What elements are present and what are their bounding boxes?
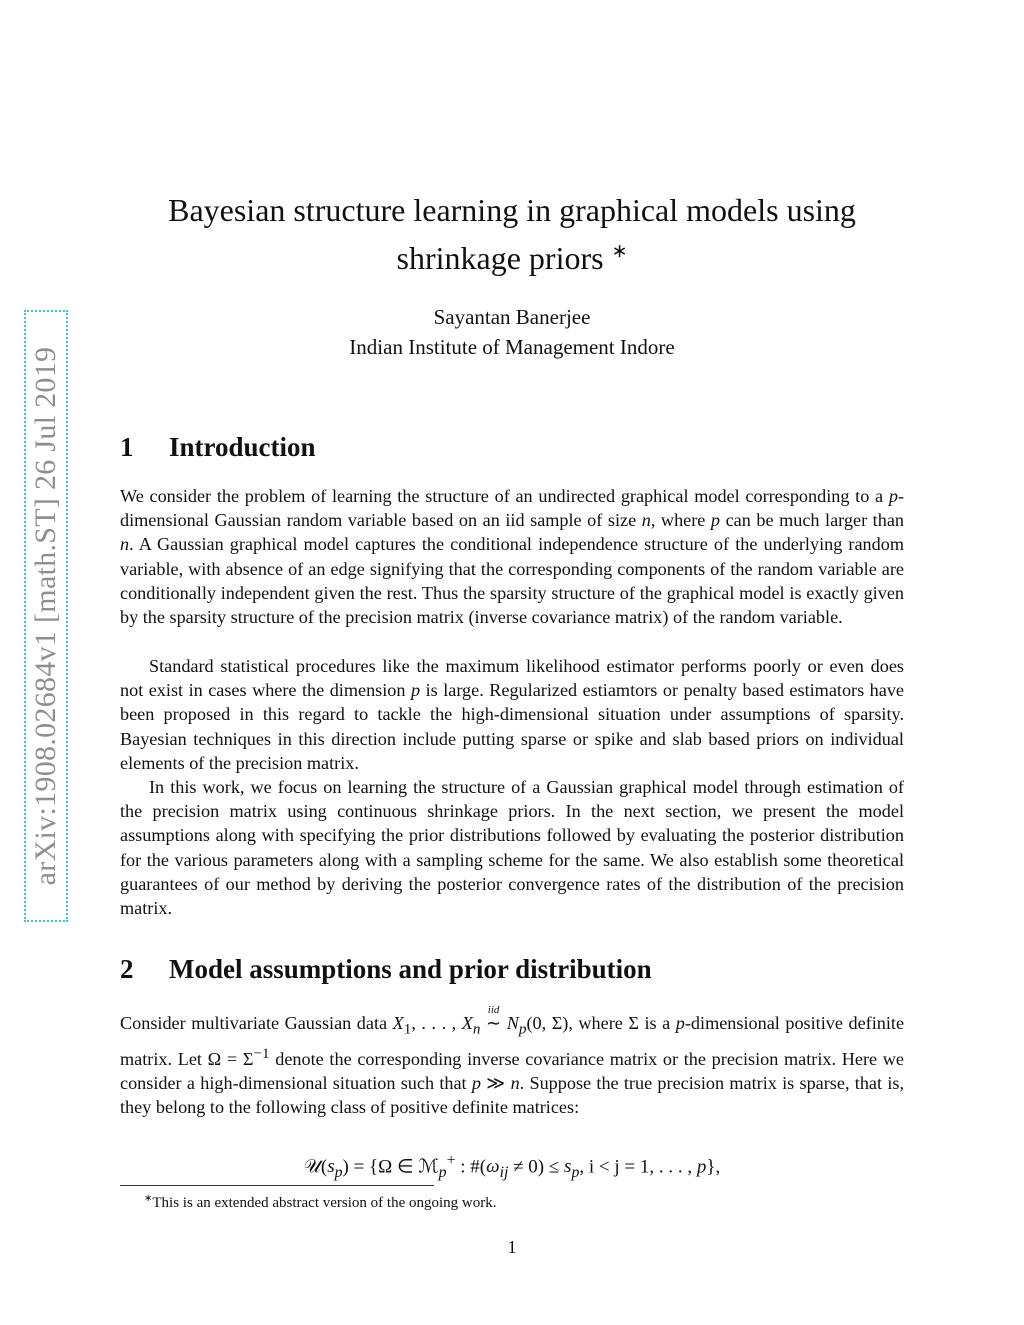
title-footnote-marker: ∗ <box>611 241 628 262</box>
author-name: Sayantan Banerjee <box>433 305 591 329</box>
paragraph: In this work, we focus on learning the structure of a Gaussian graphical model through estimation of the precision matrix using continuous shrinkage priors. In the next section, we present the model assumptions along with specifying the prior distributions followed by evaluating the posterior distribution for the various parameters along with a sampling scheme for the same. We also establish some theoretical guarantees of our method by deriving the posterior convergence rates of the distribution of the precision matrix. <box>120 777 904 919</box>
equation: $𝒰(s_p) = \{\Omega$ ∈ ℳ$_p$+ : $\#(\omega_{ij} \ne 0) \le s_p$, i < j = 1, . . . , p}, <box>303 1152 721 1182</box>
author-affiliation: Indian Institute of Management Indore <box>349 335 675 359</box>
section-title: Model assumptions and prior distribution <box>169 954 652 984</box>
section-title: Introduction <box>169 432 316 462</box>
paper-title <box>120 190 904 279</box>
paragraph: We consider the problem of learning the structure of an undirected graphical model corresponding to a p-dimensional Gaussian random variable based on an iid sample of size n, where p can be much larger than n. A Gaussian graphical model captures the conditional independence structure of the underlying random variable, with absence of an edge signifying that the corresponding components of the random variable are conditionally independent given the rest. Thus the sparsity structure of the graphical model is exactly given by the sparsity structure of the precision matrix (inverse covariance matrix) of the random variable. <box>120 486 904 628</box>
title-text: Bayesian structure learning in graphical models using shrinkage priors <box>168 192 856 276</box>
section-heading-model-assumptions <box>120 954 904 985</box>
footnote-text: This is an extended abstract version of the ongoing work. <box>152 1195 497 1211</box>
paragraph: Standard statistical procedures like the maximum likelihood estimator performs poorly or even does not exist in cases where the dimension p is large. Regularized estiamtors or penalty based estimators have been proposed in this regard to tackle the high-dimensional situation under assumptions of sparsity. Bayesian techniques in this direction include putting sparse or spike and slab based priors on individual elements of the precision matrix. <box>120 656 904 773</box>
paragraph: Consider multivariate Gaussian data $X_1$, . . . , $X_n$ iid ∼ $N_p(0$, Σ), where Σ is a p-dimensional positive definite matrix. Let $\Omega = \Sigma^{-1}$ denote the corresponding inverse covariance matrix or the precision matrix. Here we consider a high-dimensional situation such that p ≫ n. Suppose the true precision matrix is sparse, that is, they belong to the following class of positive definite matrices: <box>120 1004 905 1118</box>
arxiv-id: arXiv:1908.02684v1 [math.ST] 26 Jul 2019 <box>29 346 62 886</box>
footnote-marker: ∗ <box>144 1193 153 1204</box>
section-number: 2 <box>120 954 134 984</box>
section-number: 1 <box>120 432 134 462</box>
section-heading-introduction <box>120 432 904 463</box>
arxiv-stamp <box>24 310 68 922</box>
footnote <box>120 1189 904 1213</box>
author-block <box>120 302 904 362</box>
page-number: 1 <box>507 1237 517 1257</box>
footnote-rule <box>120 1185 434 1186</box>
